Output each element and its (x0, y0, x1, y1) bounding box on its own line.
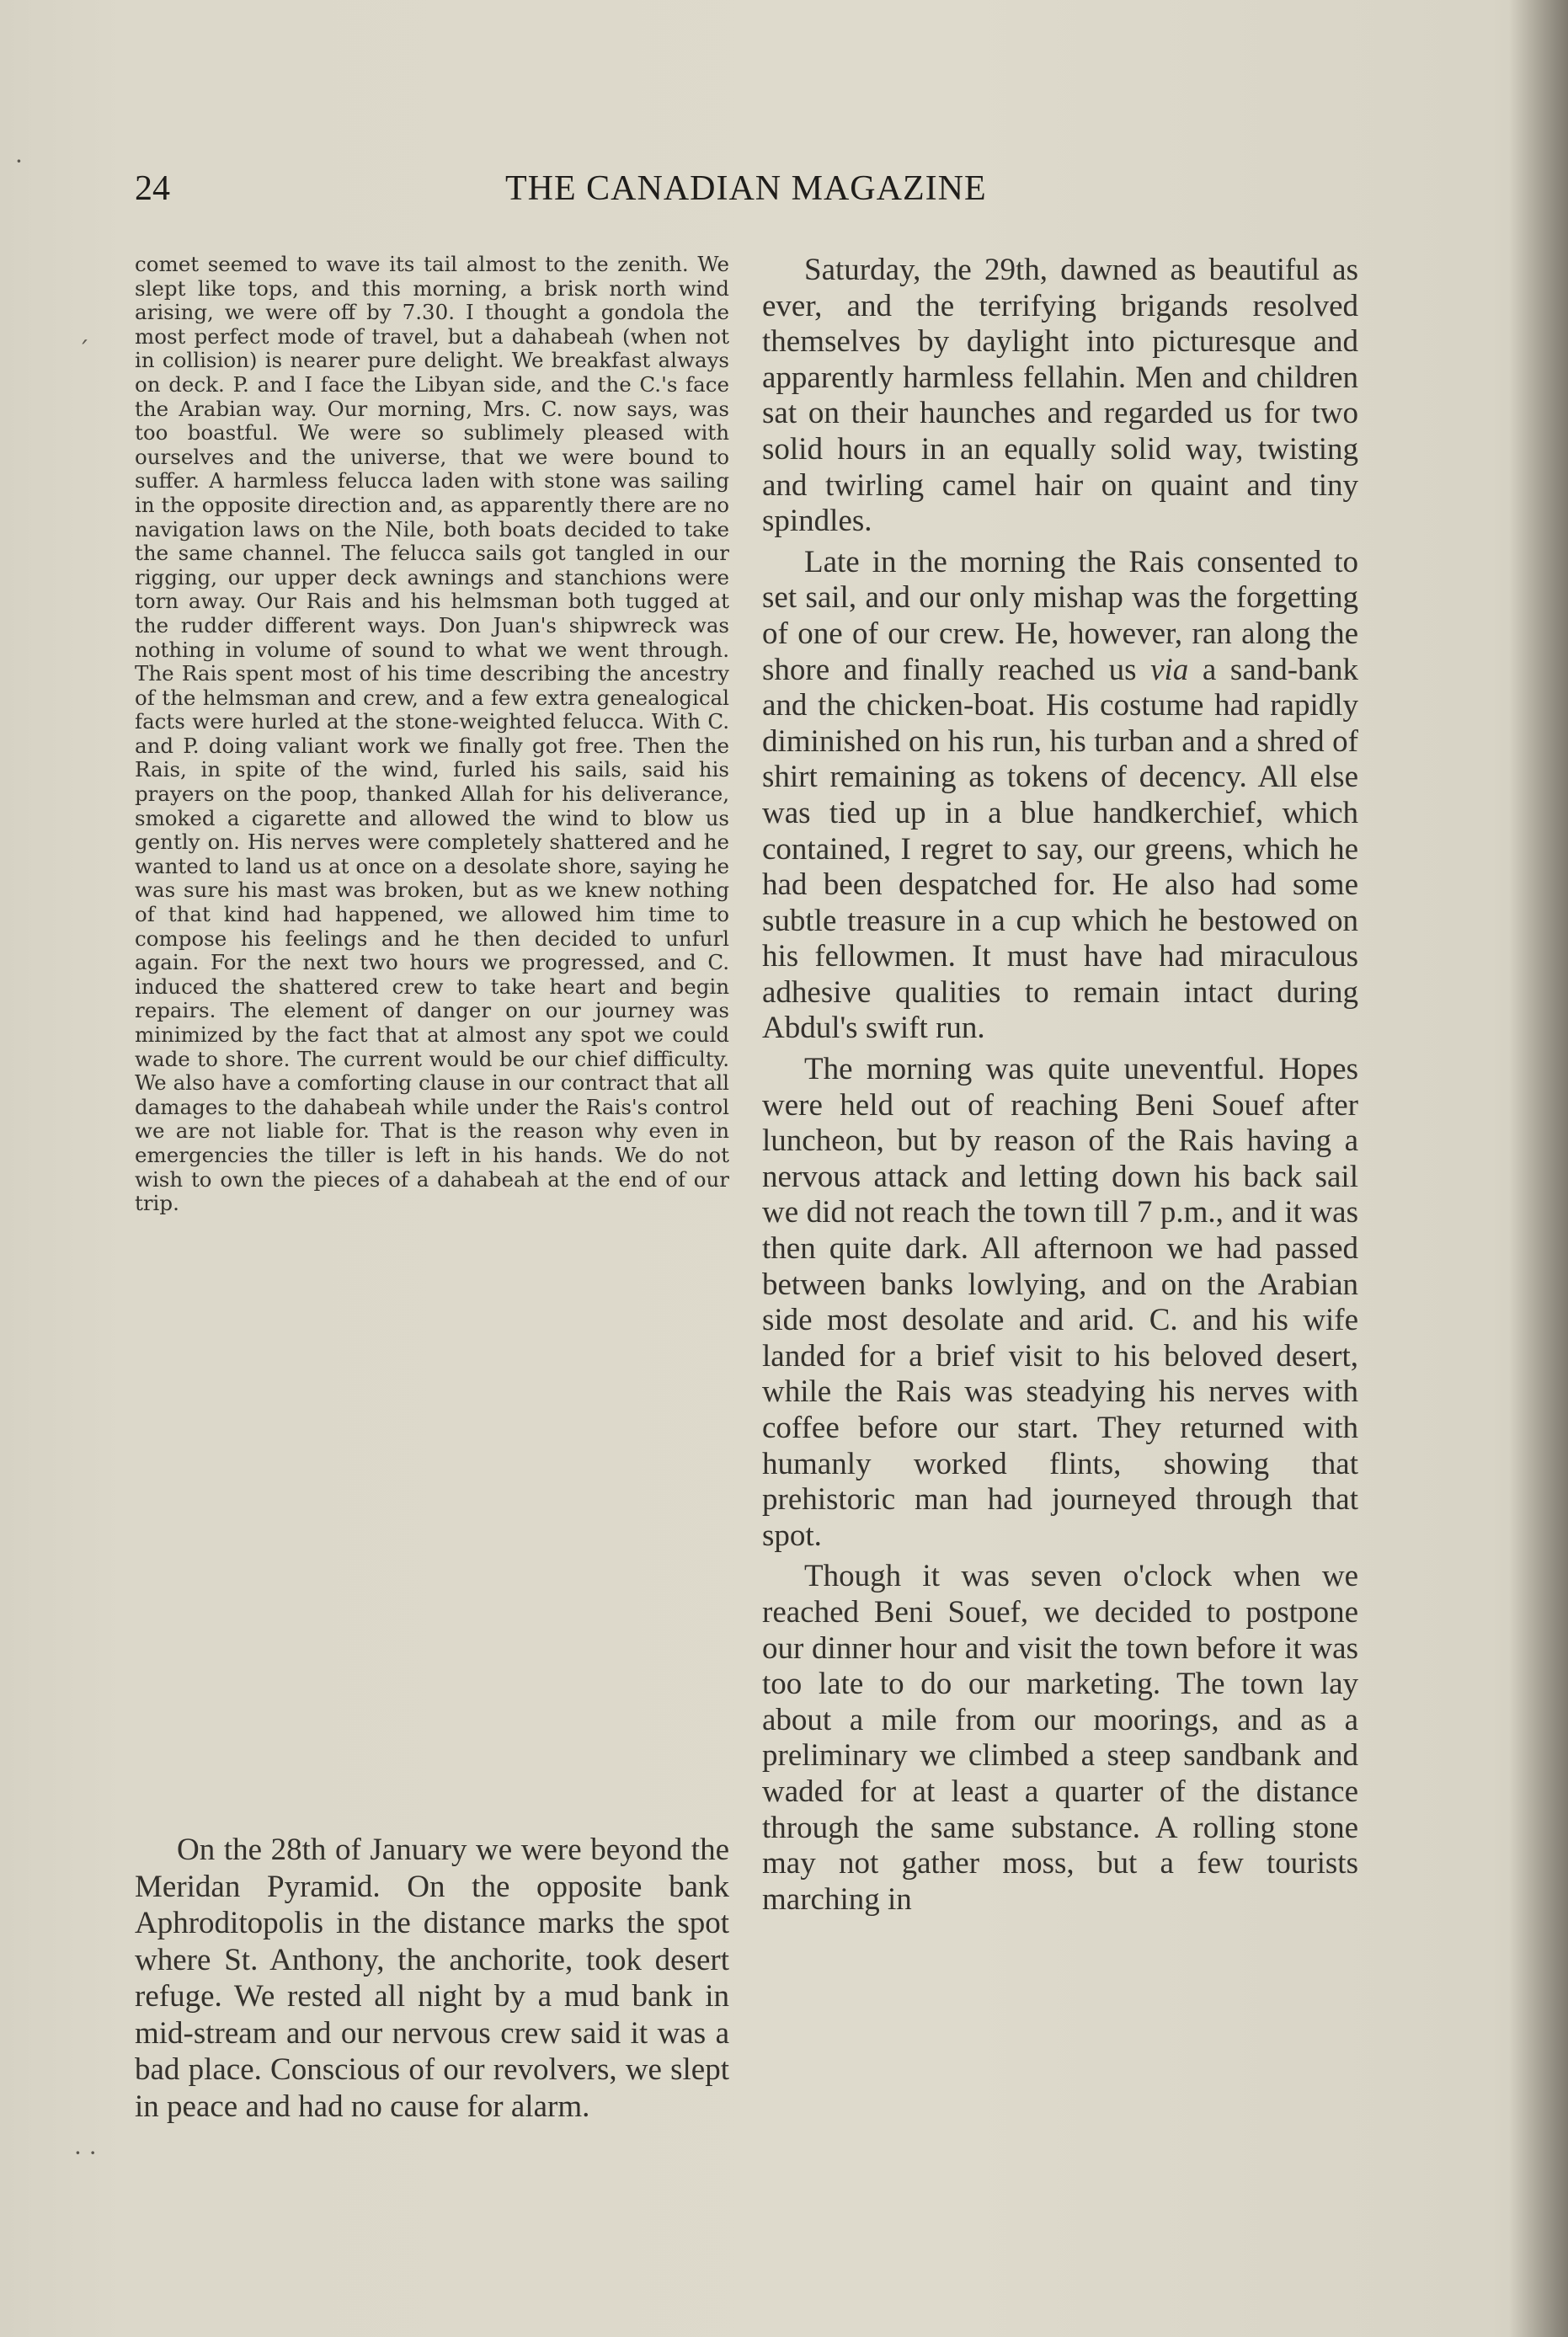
right-paragraph-3: The morning was quite uneventful. Hopes were held out of reaching Beni Souef after luncheon, but by reason of the Rais having a nervous attack and letting down his back sail we did not reach the town till 7 p.m., and it was then quite dark. All afternoon we had passed between banks lowlying, and on the Arabian side most desolate and arid. C. and his wife landed for a brief visit to his beloved desert, while the Rais was steadying his nerves with coffee before our start. They returned with humanly worked flints, showing that prehistoric man had journeyed through that spot. (762, 1052, 1358, 1553)
right-paragraph-4: Though it was seven o'clock when we reached Beni Souef, we decided to postpone our dinner hour and visit the town before it was too late to do our marketing. The town lay about a mile from our moorings, and as a preliminary we climbed a steep sandbank and waded for at least a quarter of the distance through the same substance. A rolling stone may not gather moss, but a few tourists marching in (762, 1559, 1358, 1917)
margin-speck: ´ (77, 337, 89, 365)
page-fold-shadow (1509, 0, 1568, 2337)
right-paragraph-2-after: a sand-bank and the chicken-boat. His costume had rapidly diminished on his run, his turban and a shred of shirt remaining as tokens of decency. All else was tied up in a blue handkerchief, which contained, I regret to say, our greens, which he had been despatched for. He also had some subtle treasure in a cup which he bestowed on his fellowmen. It must have had miraculous adhesive qualities to remain intact during Abdul's swift run. (762, 652, 1358, 1046)
left-small-paragraph: comet seemed to wave its tail almost to the zenith. We slept like tops, and this morning, a brisk north wind arising, we were off by 7.30. I thought a gondola the most perfect mode of travel, but a dahabeah (when not in collision) is nearer pure delight. We breakfast always on deck. P. and I face the Libyan side, and the C.'s face the Arabian way. Our morning, Mrs. C. now says, was too boastful. We were so sublimely pleased with ourselves and the universe, that we were bound to suffer. A harmless felucca laden with stone was sailing in the opposite direction and, as apparently there are no navigation laws on the Nile, both boats decided to take the same channel. The felucca sails got tangled in our rigging, our upper deck awnings and stanchions were torn away. Our Rais and his helmsman both tugged at the rudder different ways. Don Juan's shipwreck was nothing in volume of sound to what we went through. The Rais spent most of his time describing the ancestry of the helmsman and crew, and a few extra genealogical facts were hurled at the stone-weighted felucca. With C. and P. doing valiant work we finally got free. Then the Rais, in spite of the wind, furled his sails, said his prayers on the poop, thanked Allah for his deliverance, smoked a cigarette and allowed the wind to blow us gently on. His nerves were completely shattered and he wanted to land us at once on a desolate shore, saying he was sure his mast was broken, but as we knew nothing of that kind had happened, we allowed him time to compose his feelings and he then decided to unfurl again. For the next two hours we progressed, and C. induced the shattered crew to take heart and begin repairs. The element of danger on our journey was minimized by the fact that at almost any spot we could wade to shore. The current would be our chief difficulty. We also have a comforting clause in our contract that all damages to the dahabeah while under the Rais's control we are not liable for. That is the reason why even in emergencies the tiller is left in his hands. We do not wish to own the pieces of a dahabeah at the end of our trip. (135, 252, 729, 1216)
running-head: THE CANADIAN MAGAZINE (505, 169, 987, 208)
page-header (135, 168, 1044, 219)
left-large-paragraph: On the 28th of January we were beyond the Meridan Pyramid. On the opposite bank Aphroditopolis in the distance marks the spot where St. Anthony, the anchorite, took desert refuge. We rested all night by a mud bank in mid-stream and our nervous crew said it was a bad place. Conscious of our revolvers, we slept in peace and had no cause for alarm. (135, 1833, 729, 2124)
margin-speck: · (15, 147, 23, 175)
right-paragraph-2-before: Late in the morning the Rais consented to set sail, and our only mishap was the forgetting of one of our crew. He, however, ran along the shore and finally reached us (762, 544, 1358, 687)
page-number: 24 (135, 169, 170, 208)
left-column-small-print (135, 253, 729, 1216)
right-column (762, 253, 1358, 1918)
margin-speck: · · (74, 2139, 97, 2167)
right-paragraph-1: Saturday, the 29th, dawned as beautiful as ever, and the terrifying brigands resolved themselves by daylight into picturesque and apparently harmless fellahin. Men and children sat on their haunches and regarded us for two solid hours in an equally solid way, twisting and twirling camel hair on quaint and tiny spindles. (762, 253, 1358, 539)
left-column-large-print (135, 1832, 729, 2125)
right-paragraph-2 (762, 545, 1358, 1047)
italic-via: via (1150, 652, 1189, 687)
